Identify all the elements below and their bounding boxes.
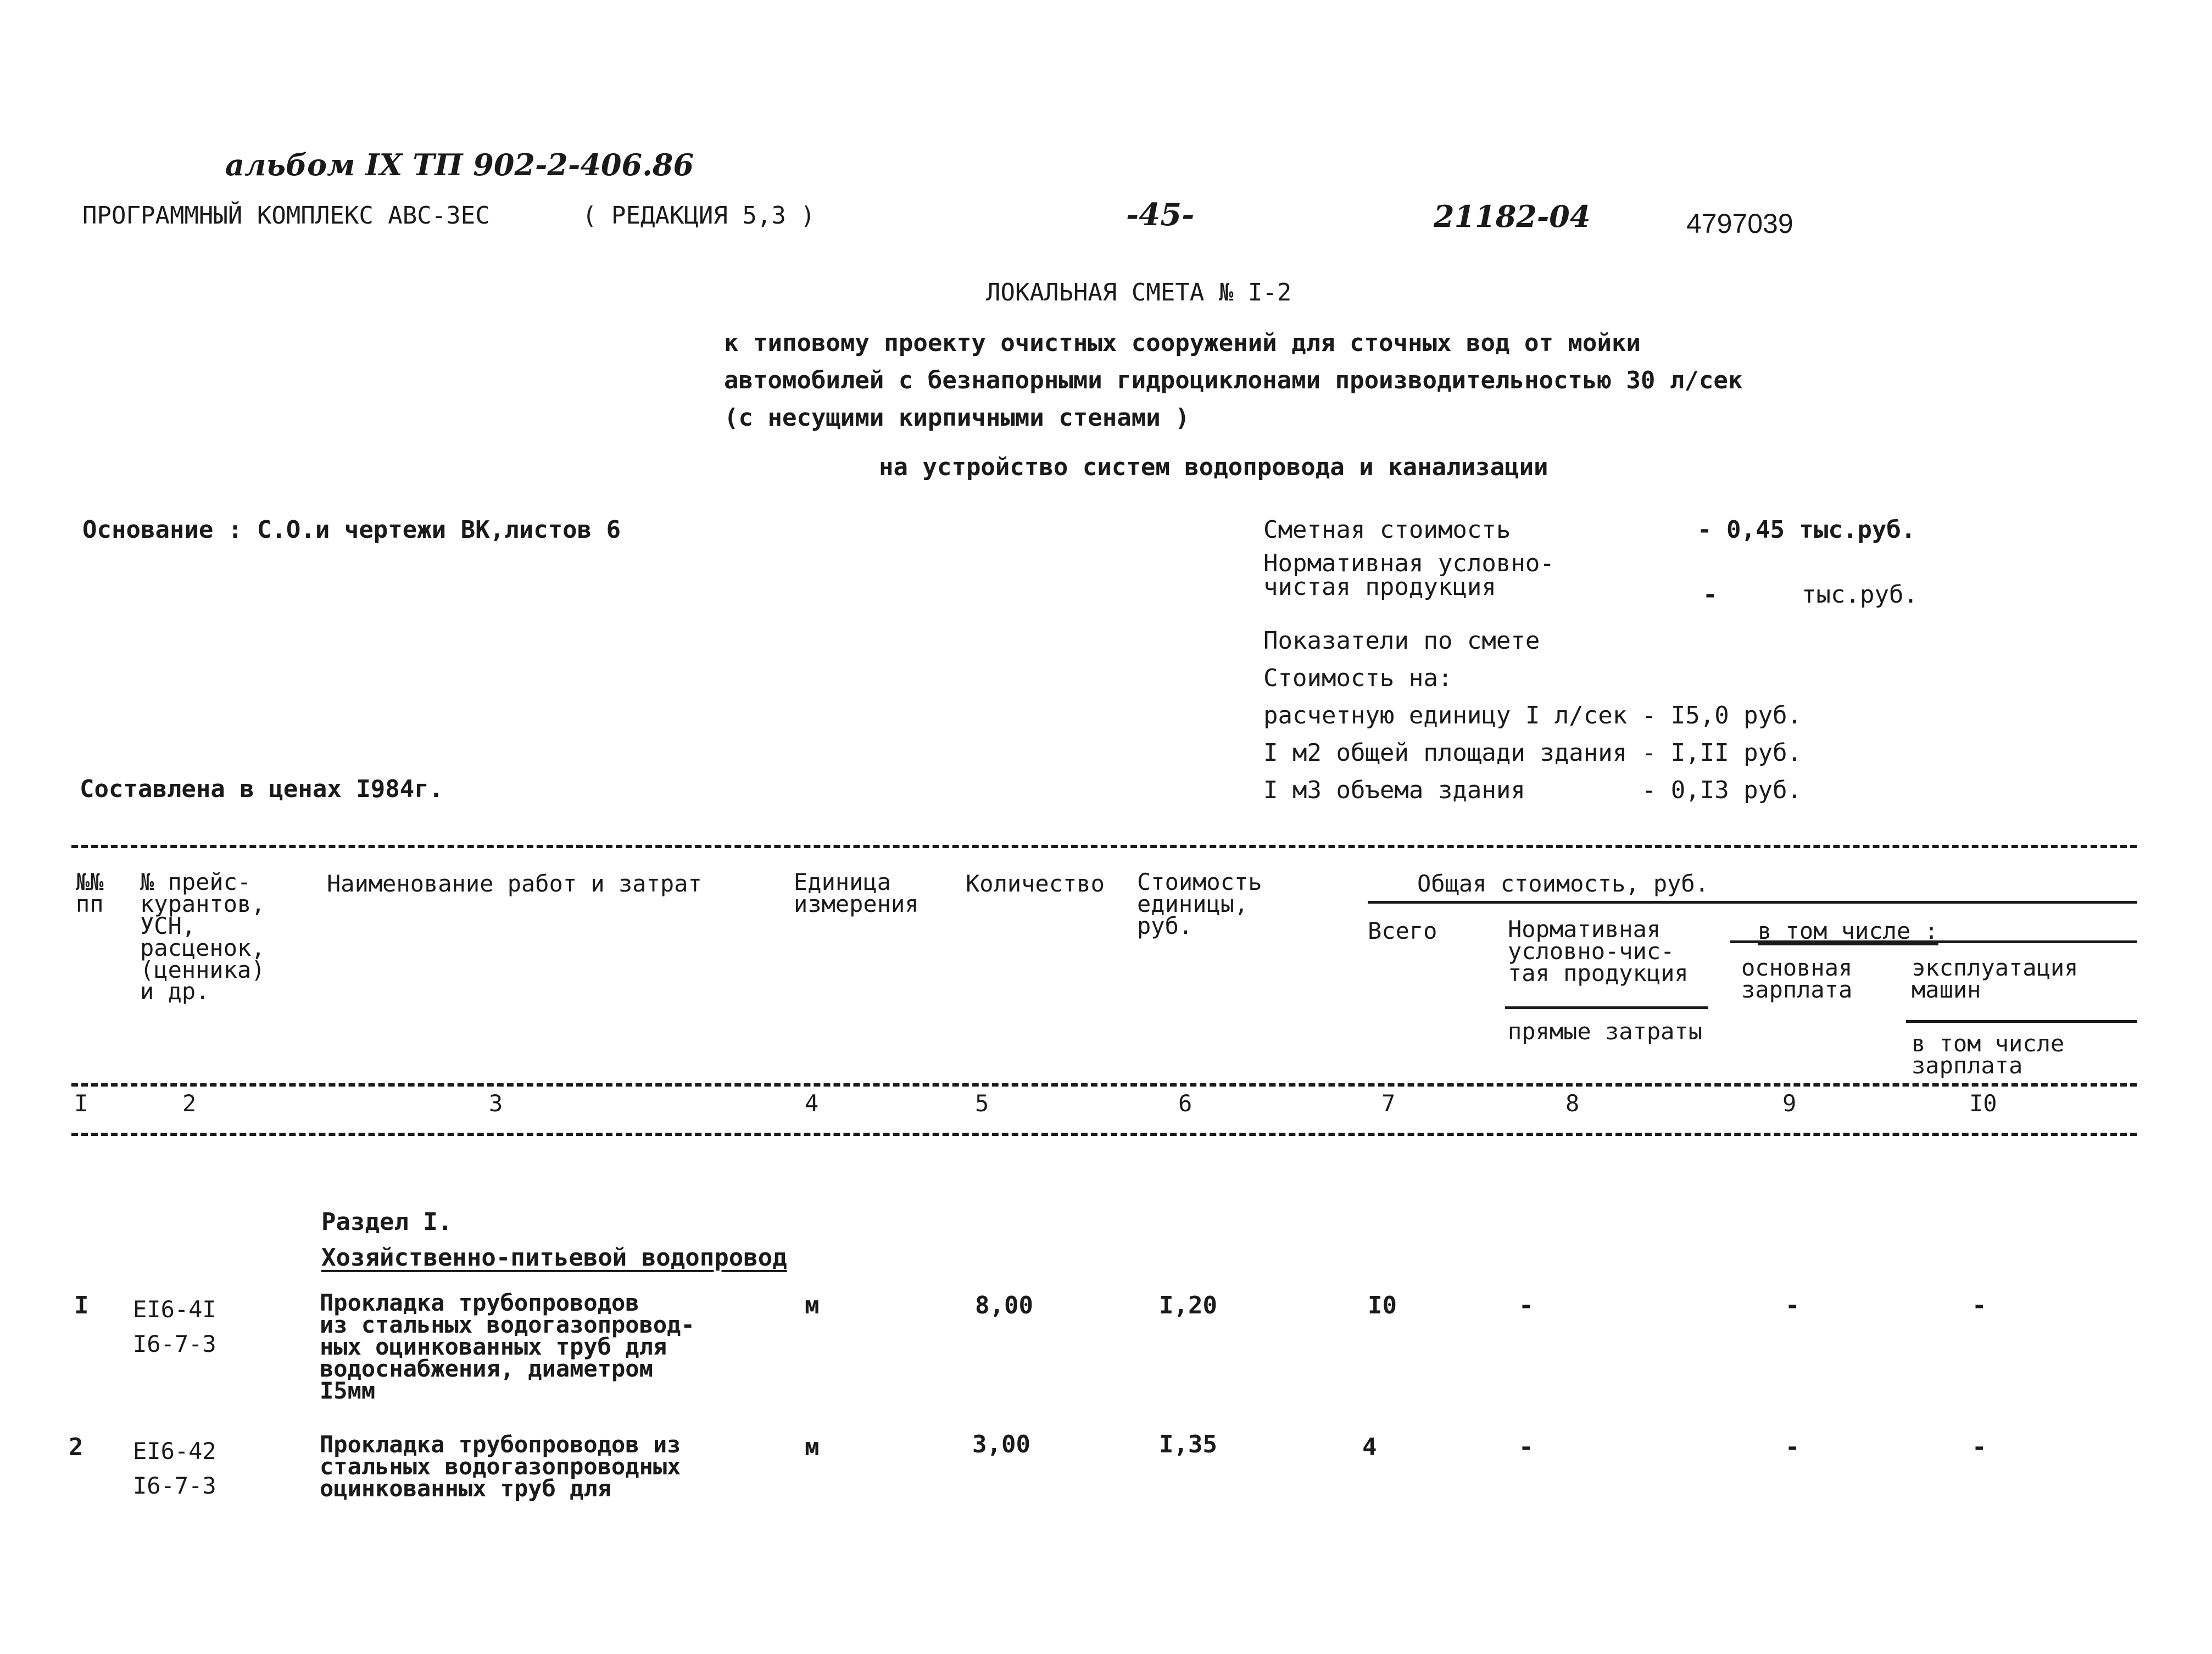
basis: Основание : С.О.и чертежи ВК,листов 6 <box>82 516 621 544</box>
table-rule-mid <box>71 1083 2137 1087</box>
norm-label-2: чистая продукция <box>1263 573 1496 601</box>
prices-note: Составлена в ценах I984г. <box>80 775 444 803</box>
col-number-9: 9 <box>1782 1090 1797 1117</box>
col-number-1: I <box>74 1090 88 1117</box>
row-machines: - <box>1972 1433 1987 1461</box>
doc-number: 4797039 <box>1686 208 1793 239</box>
row-qty: 3,00 <box>972 1430 1030 1458</box>
col-number-7: 7 <box>1381 1090 1396 1117</box>
col-head-wage: основная зарплата <box>1741 954 1853 1003</box>
row-norm: - <box>1519 1291 1534 1319</box>
norm-dash: - <box>1703 581 1718 609</box>
row-name: Прокладка трубопроводов из стальных водогазопроводных оцинкованных труб для <box>320 1431 681 1502</box>
col-number-8: 8 <box>1565 1090 1580 1117</box>
norm-label-1: Нормативная условно- <box>1263 549 1554 577</box>
col-head-total-group: Общая стоимость, руб. <box>1417 870 1709 897</box>
table-rule-bottom <box>71 1133 2137 1136</box>
row-machines: - <box>1972 1291 1987 1319</box>
col-head-incl: в том числе : <box>1758 917 1938 944</box>
rule-total-group <box>1368 901 2137 904</box>
rule-norm <box>1505 1006 1708 1009</box>
album-note: альбом IX ТП 902-2-406.86 <box>225 147 694 182</box>
indicator-row-2: I м2 общей площади здания - I,II руб. <box>1263 739 1802 767</box>
row-wage: - <box>1785 1291 1800 1319</box>
row-code: EI6-4I I6-7-3 <box>133 1296 216 1357</box>
row-total: I0 <box>1368 1291 1397 1319</box>
row-unit: м <box>805 1433 820 1461</box>
col-head-num: №№ пп <box>76 868 104 917</box>
norm-unit: тыс.руб. <box>1802 581 1918 609</box>
indicator-row-3: I м3 объема здания - 0,I3 руб. <box>1263 776 1802 804</box>
col-head-total: Всего <box>1368 917 1437 944</box>
estimate-subject: на устройство систем водопровода и канализации <box>879 453 1548 481</box>
row-total: 4 <box>1362 1433 1377 1461</box>
col-number-2: 2 <box>182 1090 197 1117</box>
col-head-qty: Количество <box>966 870 1105 897</box>
title-line-3: (с несущими кирпичными стенами ) <box>724 404 1190 432</box>
section-title: Раздел I. <box>321 1208 453 1236</box>
row-norm: - <box>1519 1433 1534 1461</box>
col-head-direct-costs: прямые затраты <box>1508 1018 1703 1045</box>
row-code: EI6-42 I6-7-3 <box>133 1438 216 1499</box>
row-num: I <box>74 1291 89 1319</box>
col-head-name: Наименование работ и затрат <box>327 870 702 897</box>
cost-per-label: Стоимость на: <box>1263 664 1453 692</box>
rule-mach <box>1906 1020 2137 1023</box>
row-wage: - <box>1785 1433 1800 1461</box>
row-num: 2 <box>69 1433 83 1461</box>
col-head-machines: эксплуатация машин <box>1912 954 2079 1003</box>
col-head-code: № прейс- курантов, УСН, расценок, (ценника) и др. <box>140 868 265 1005</box>
title-line-1: к типовому проекту очистных сооружений для сточных вод от мойки <box>724 329 1641 357</box>
col-head-machine-wage: в том числе зарплата <box>1912 1030 2065 1079</box>
col-head-unit: Единица измерения <box>794 868 919 917</box>
col-head-unit-cost: Стоимость единицы, руб. <box>1137 868 1262 939</box>
title-line-2: автомобилей с безнапорными гидроциклонами производительностью 30 л/сек <box>724 366 1743 394</box>
col-number-5: 5 <box>975 1090 989 1117</box>
row-name: Прокладка трубопроводов из стальных водогазопровод- ных оцинкованных труб для водоснабжения, диаметром I5мм <box>320 1289 695 1404</box>
row-price: I,35 <box>1159 1430 1217 1458</box>
cost-value: - 0,45 тыс.руб. <box>1697 516 1916 544</box>
cost-label: Сметная стоимость <box>1263 516 1511 544</box>
col-number-10: I0 <box>1969 1090 1997 1117</box>
col-number-3: 3 <box>489 1090 503 1117</box>
section-name: Хозяйственно-питьевой водопровод <box>321 1244 787 1272</box>
page-number: -45- <box>1126 197 1195 233</box>
indicator-row-1: расчетную единицу I л/сек - I5,0 руб. <box>1263 701 1802 729</box>
edition: ( РЕДАКЦИЯ 5,3 ) <box>582 202 815 230</box>
row-price: I,20 <box>1159 1291 1217 1319</box>
col-head-norm: Нормативная условно-чис- тая продукция <box>1508 916 1689 987</box>
col-number-6: 6 <box>1178 1090 1193 1117</box>
col-number-4: 4 <box>805 1090 819 1117</box>
indicators-label: Показатели по смете <box>1263 627 1540 655</box>
table-rule-top <box>71 845 2137 848</box>
estimate-title: ЛОКАЛЬНАЯ СМЕТА № I-2 <box>986 279 1292 307</box>
doc-code: 21182-04 <box>1434 199 1591 234</box>
row-unit: м <box>805 1291 820 1319</box>
program-name: ПРОГРАММНЫЙ КОМПЛЕКС АВС-ЗЕС <box>82 202 490 230</box>
row-qty: 8,00 <box>975 1291 1033 1319</box>
